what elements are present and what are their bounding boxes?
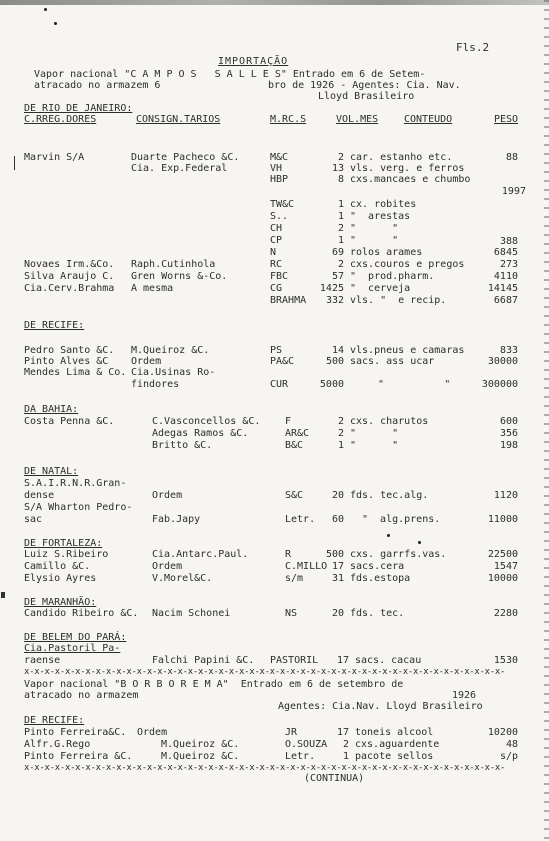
belem-mark: PASTORIL [270,655,319,666]
maranhao-consignor: Nacim Schonei [152,608,231,619]
fortaleza-weight: 10000 [487,573,518,584]
rio-row-mark: CG [270,283,283,294]
natal-qty: 60 [331,514,344,525]
rio-item2-qty: 1 [337,199,344,210]
fortaleza-qty: 31 [331,573,344,584]
ink-speck [44,8,47,11]
section-recife2: DE RECIFE: [24,715,85,726]
maranhao-qty: 20 [331,608,344,619]
bahia-consignee: Costa Penna &C. [24,416,115,427]
recife2-qty: 17 [336,727,349,738]
bahia-consignor: C.Vasconcellos &C. [152,416,261,427]
bahia-mark: F [285,416,292,427]
recife2-consignee: Pinto Ferreira&C. [24,727,127,738]
recife2-consignee: Pinto Ferreira &C. [24,751,133,762]
belem-consignor: Falchi Papini &C. [152,655,255,666]
col-consignees: C.RREG.DORES [24,114,97,125]
natal-consignee: dense [24,490,55,501]
rio-row-weight: 6687 [493,295,518,306]
bahia-content: cxs. charutos [350,416,429,427]
belem-line1: Cia.Pastoril Pa- [24,643,121,654]
fortaleza-content: fds.estopa [350,573,411,584]
rio-item2-mark: CH [270,223,283,234]
fortaleza-consignee: Luiz S.Ribeiro [24,549,109,560]
recife2-weight: s/p [499,751,518,762]
scan-right-edge [544,0,549,841]
rio-item2-qty: 1 [337,235,344,246]
separator-line-bottom: x-x-x-x-x-x-x-x-x-x-x-x-x-x-x-x-x-x-x-x-x-x-x-x-x-x-x-x-x-x-x-x-x-x-x-x-x-x-x-x-x-x-x-x-x-x-x- [24,763,506,773]
belem-consignee: raense [24,655,61,666]
belem-content: sacs. cacau [355,655,422,666]
fortaleza-consignor: Cia.Antarc.Paul. [152,549,249,560]
bahia-consignor: Adegas Ramos &C. [152,428,249,439]
fortaleza-weight: 22500 [487,549,518,560]
maranhao-weight: 2280 [493,608,518,619]
recife-consignee: Pinto Alves &C [24,356,109,367]
recife-weight: 833 [499,345,518,356]
rio-n-mark: N [270,247,277,258]
rio-item2-mark: CP [270,235,283,246]
natal-content: " alg.prens. [362,514,441,525]
recife2-consignor: M.Queiroz &C. [161,751,240,762]
fortaleza-consignor: Ordem [152,561,183,572]
fortaleza-content: cxs. garrfs.vas. [350,549,447,560]
maranhao-consignee: Candido Ribeiro &C. [24,608,139,619]
rio-item-mark: HBP [270,174,289,185]
rio-row-qty: 57 [331,271,344,282]
recife-consignee: Mendes Lima & Co. [24,367,127,378]
scan-top-edge [0,0,549,5]
rio-consignor1b: Cia. Exp.Federal [131,163,228,174]
recife2-consignor: Ordem [137,727,168,738]
rio-row-weight: 273 [499,259,518,270]
margin-mark [14,156,15,170]
rio-row-consignor: Raph.Cutinhola [131,259,216,270]
recife-qty: 500 [325,356,344,367]
bahia-content: " " [350,440,399,451]
bahia-qty: 2 [337,416,344,427]
fortaleza-qty: 500 [325,549,344,560]
rio-item-qty: 8 [337,174,344,185]
recife-weight: 30000 [487,356,518,367]
rio-row-qty: 2 [337,259,344,270]
fortaleza-consignee: Camillo &C. [24,561,91,572]
recife-consignor: Ordem [131,356,162,367]
vessel1-line1: Vapor nacional "C A M P O S S A L L E S" Entrado em 6 de Setem- [34,69,426,80]
bahia-qty: 1 [337,440,344,451]
rio-subtotal2: 388 [499,236,518,247]
recife2-mark: O.SOUZA [285,739,328,750]
vessel2-line2-left: atracado no armazem [24,690,139,701]
recife2-mark: Letr. [285,751,316,762]
recife2-consignee: Alfr.G.Rego [24,739,91,750]
belem-weight: 1530 [493,655,518,666]
recife-content: sacs. ass ucar [350,356,435,367]
maranhao-mark: NS [285,608,298,619]
natal-consignee: S/A Wharton Pedro- [24,502,133,513]
bahia-mark: B&C [285,440,304,451]
rio-n-content: rolos arames [350,247,423,258]
rio-row-consignee: Cia.Cerv.Brahma [24,283,115,294]
rio-row-qty: 332 [325,295,344,306]
rio-n-qty: 69 [331,247,344,258]
vessel1-line2-left: atracado no armazem 6 [34,80,161,91]
natal-mark: Letr. [285,514,316,525]
natal-mark: S&C [285,490,304,501]
fortaleza-consignee: Elysio Ayres [24,573,97,584]
rio-item2-content: " arestas [350,211,411,222]
recife-content: vls.pneus e camaras [350,345,465,356]
recife2-weight: 10200 [487,727,518,738]
rio-consignor1a: Duarte Pacheco &C. [131,152,240,163]
section-recife: DE RECIFE: [24,320,85,331]
recife-qty: 5000 [319,379,344,390]
bahia-weight: 356 [499,428,518,439]
recife-mark: CUR [270,379,289,390]
natal-content: fds. tec.alg. [350,490,429,501]
recife-mark: PS [270,345,283,356]
natal-consignor: Ordem [152,490,183,501]
rio-row-content: " cerveja [350,283,411,294]
recife-consignor: Cia.Usinas Ro- [131,367,216,378]
vessel2-line1: Vapor nacional "B O R B O R E M A" Entrado em 6 de setembro de [24,679,404,690]
natal-weight: 1120 [493,490,518,501]
vessel1-line3-right: Lloyd Brasileiro [318,91,415,102]
recife-consignor: M.Queiroz &C. [131,345,210,356]
vessel1-line2-right: bro de 1926 - Agentes: Cia. Nav. [268,80,461,91]
natal-weight: 11000 [487,514,518,525]
recife2-weight: 48 [505,739,518,750]
recife2-mark: JR [285,727,298,738]
recife-qty: 14 [331,345,344,356]
rio-row-content: " prod.pharm. [350,271,435,282]
bahia-weight: 600 [499,416,518,427]
continues-label: (CONTINUA) [304,773,365,784]
rio-subtotal1: 1997 [501,186,526,197]
recife-weight: 300000 [481,379,518,390]
rio-item2-qty: 2 [337,223,344,234]
rio-row-consignee: Novaes Irm.&Co. [24,259,115,270]
ink-speck [54,22,57,25]
rio-item-mark: VH [270,163,283,174]
section-belem: DE BELEM DO PARÁ: [24,632,127,643]
rio-item2-mark: S.. [270,211,289,222]
bahia-consignor: Britto &C. [152,440,213,451]
rio-row-mark: BRAHMA [270,295,307,306]
recife-consignee: Pedro Santo &C. [24,345,115,356]
fortaleza-mark: R [285,549,292,560]
recife-content: " " [378,379,451,390]
col-contents: CONTEUDO [404,114,453,125]
col-volumes: VOL.MES [336,114,379,125]
bahia-weight: 198 [499,440,518,451]
rio-row-content: vls. " e recip. [350,295,447,306]
natal-consignee: sac [24,514,43,525]
recife2-qty: 2 [342,739,349,750]
rio-item2-qty: 1 [337,211,344,222]
rio-item2-mark: TW&C [270,199,295,210]
recife2-qty: 1 [342,751,349,762]
bahia-mark: AR&C [285,428,310,439]
recife2-content: pacote sellos [355,751,434,762]
fortaleza-consignor: V.Morel&C. [152,573,213,584]
rio-item-weight: 88 [505,152,518,163]
maranhao-content: fds. tec. [350,608,405,619]
bahia-qty: 2 [337,428,344,439]
rio-row-weight: 14145 [487,283,518,294]
recife2-content: toneis alcool [355,727,434,738]
separator-line: x-x-x-x-x-x-x-x-x-x-x-x-x-x-x-x-x-x-x-x-x-x-x-x-x-x-x-x-x-x-x-x-x-x-x-x-x-x-x-x-x-x-x-x-x-x-x- [24,667,506,677]
page-number: Fls.2 [456,41,490,54]
vessel2-line3-right: Agentes: Cia.Nav. Lloyd Brasileiro [278,701,483,712]
margin-mark [1,592,5,598]
rio-item2-content: " " [350,223,399,234]
rio-row-mark: RC [270,259,283,270]
section-maranhao: DE MARANHÃO: [24,597,97,608]
natal-consignor: Fab.Japy [152,514,201,525]
rio-consignee1: Marvin S/A [24,152,85,163]
section-natal: DE NATAL: [24,466,79,477]
col-marks: M.RC.S [270,114,307,125]
vessel2-line2-right: 1926 [452,690,477,701]
rio-row-mark: FBC [270,271,289,282]
rio-row-consignee: Silva Araujo C. [24,271,115,282]
fortaleza-mark: s/m [285,573,304,584]
rio-item-content: car. estanho etc. [350,152,453,163]
rio-n-weight: 6845 [493,247,518,258]
section-fortaleza: DE FORTALEZA: [24,538,103,549]
col-weight: PESO [494,114,519,125]
ink-speck [418,541,421,544]
natal-consignee: S.A.I.R.N.R.Gran- [24,478,127,489]
natal-qty: 20 [331,490,344,501]
rio-row-consignor: A mesma [131,283,174,294]
rio-row-qty: 1425 [319,283,344,294]
rio-row-weight: 4110 [493,271,518,282]
recife2-consignor: M.Queiroz &C. [161,739,240,750]
recife2-content: cxs.aguardente [355,739,440,750]
col-consignors: CONSIGN.TARIOS [136,114,221,125]
bahia-content: " " [350,428,399,439]
fortaleza-mark: C.MILLO [285,561,328,572]
belem-qty: 17 [336,655,349,666]
recife-mark: PA&C [270,356,295,367]
section-bahia: DA BAHIA: [24,404,79,415]
rio-row-content: cxs.couros e pregos [350,259,465,270]
fortaleza-weight: 1547 [493,561,518,572]
document-title: IMPORTAÇÃO [218,56,289,67]
rio-item-content: cxs.mancaes e chumbo [350,174,471,185]
rio-row-consignor: Gren Worns &-Co. [131,271,228,282]
rio-item-qty: 2 [337,152,344,163]
recife-consignor: findores [131,379,180,390]
rio-item2-content: cx. robites [350,199,417,210]
ink-speck [387,534,390,537]
rio-item-content: vls. verg. e ferros [350,163,465,174]
section-rio: DE RIO DE JANEIRO: [24,103,133,114]
fortaleza-qty: 17 [331,561,344,572]
fortaleza-content: sacs.cera [350,561,405,572]
rio-item-qty: 13 [331,163,344,174]
rio-item2-content: " " [350,235,399,246]
rio-item-mark: M&C [270,152,289,163]
